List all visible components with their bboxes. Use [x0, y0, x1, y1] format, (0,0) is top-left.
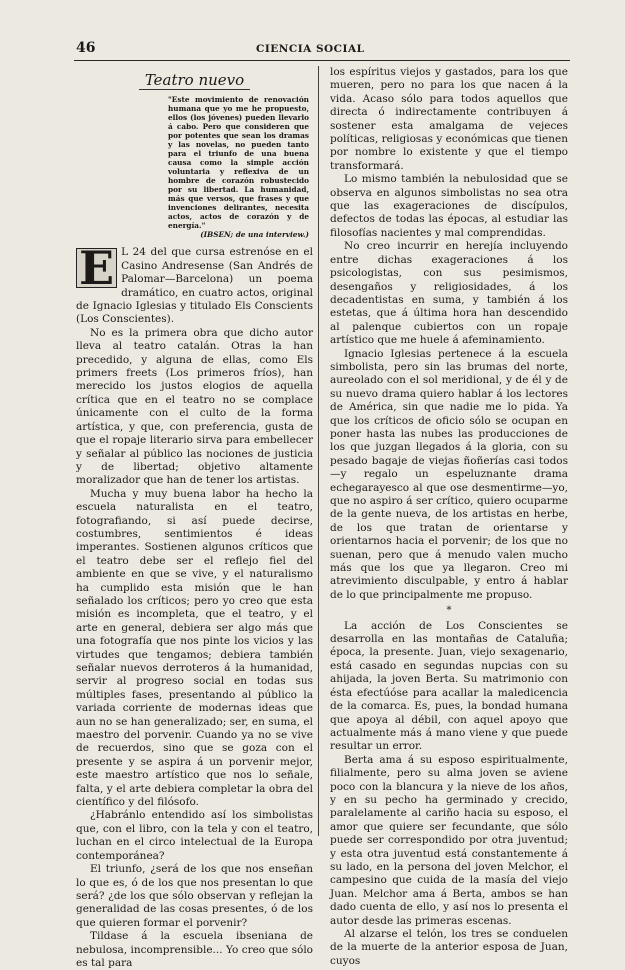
paragraph: Al alzarse el telón, los tres se conduelen de la muerte de la anterior esposa de Juan, cuyos	[330, 928, 568, 967]
paragraph: Berta ama á su esposo espiritualmente, filialmente, pero su alma joven se aviene poco con la blancura y la nieve de los años, y en su pecho ha germinado y crecido, paralelamente al cariño hacia su esposo, el amor que quiere ser fecundante, que sólo puede ser correspondido por otra juventud; y esta otra juventud está constantemente á su lado, en la persona del joven Melchor, el campesino que cuida de la masía del viejo Juan. Melchor ama á Berta, ambos se han dado cuenta de ello, y así nos lo presenta el autor desde las primeras escenas.	[330, 753, 568, 927]
paragraph: Ignacio Iglesias pertenece á la escuela simbolista, pero sin las brumas del norte, aureolado con el sol meridional, y de él y de su nuevo drama quiero hablar á los lectores de América, sin que nadie me lo pida. Ya que los críticos de oficio sólo se ocupan en poner hasta las nubes las producciones de los que juzgan llegados á la gloria, con su pesado bagaje de viejas ñoñerías casi todos—y regalo un espeluznante drama echegarayesco al que ose desmentirme—yo, que no aspiro á ser crítico, quiero ocuparme de la gente nueva, de los artistas en herbe, de los que tratan de orientarse y orientarnos hacia el porvenir; de los que no suenan, pero que á menudo valen mucho más que los que ya llegaron. Creo mi atrevimiento disculpable, y entro á hablar de lo que principalmente me propuso.	[330, 347, 568, 601]
paragraph: ¿Habránlo entendido así los simbolistas que, con el libro, con la tela y con el teatro, luchan en el circo intelectual de la Europa contemporánea?	[76, 809, 313, 862]
page-number: 46	[76, 40, 96, 56]
section-title: Teatro nuevo	[76, 74, 313, 87]
paragraph: Mucha y muy buena labor ha hecho la escuela naturalista en el teatro, fotografiando, si así puede decirse, costumbres, sentimientos é ideas imperantes. Sostienen algunos críticos que el teatro debe ser el reflejo fiel del ambiente en que se vive, y el naturalismo ha cumplido esta misión que le han señalado los críticos; pero yo creo que esta misión es incompleta, que el teatro, y el arte en general, debiera ser algo más que una fotografía que nos pinte los vicios y las virtudes que tengamos; debiera también señalar nuevos derroteros á la humanidad, servir al progreso social en todas sus múltiples fases, presentando al público la variada corriente de modernas ideas que aun no se han generalizado; ser, en suma, el maestro del porvenir. Cuando ya no se vive de recuerdos, sino que se goza con el presente y se aspira á un porvenir mejor, este maestro artístico que nos lo señale, falta, y el arte debiera completar la obra del científico y del filósofo.	[76, 487, 313, 809]
paragraph: La acción de Los Conscientes se desarrolla en las montañas de Cataluña; época, la presente. Juan, viejo sexagenario, está casado en segundas nupcias con su ahijada, la joven Berta. Su matrimonio con ésta efectúóse para acallar la maledicencia de la comarca. Es, pues, la bondad humana que apoya al débil, con aquel apoyo que actualmente más á mano viene y que puede resultar un error.	[330, 619, 568, 753]
paragraph: El triunfo, ¿será de los que nos enseñan lo que es, ó de los que nos presentan lo que será? ¿de los que sólo observan y reflejan la generalidad de las cosas presentes, ó de los que quieren formar el porvenir?	[76, 863, 313, 929]
column-divider	[318, 66, 319, 836]
paragraph: Tildase á la escuela ibseniana de nebulosa, incomprensible... Yo creo que sólo es tal para	[76, 930, 313, 969]
epigraph	[168, 95, 309, 239]
paragraph: No creo incurrir en herejía incluyendo entre dichas exageraciones á los psicologistas, con sus pesimismos, desengaños y religiosidades, á los decadentistas en suma, y también á los estetas, que á última hora han descendido al palenque cubiertos con un ropaje artístico que me huele á afeminamiento.	[330, 240, 568, 347]
running-title: CIENCIA SOCIAL	[256, 43, 365, 55]
right-column	[330, 66, 568, 968]
paragraph: No es la primera obra que dicho autor lleva al teatro catalán. Otras la han precedido, y alguna de ellas, como Els primers freets (Los primeros fríos), han merecido los justos elogios de aquella crítica que en el teatro no se complace únicamente con el culto de la forma artística, y que, con preferencia, gusta de que el ropaje literario sirva para embellecer y señalar al público las nociones de justicia y de libertad; objetivo altamente moralizador que han de tener los artistas.	[76, 326, 313, 487]
section-separator: *	[446, 605, 452, 617]
paragraph: Lo mismo también la nebulosidad que se observa en algunos simbolistas no sea otra que las exageraciones de discípulos, defectos de todas las épocas, al estudiar las filosofías nacientes y mal comprendidas.	[330, 173, 568, 239]
paragraph: los espíritus viejos y gastados, para los que mueren, pero no para los que nacen á la vida. Acaso sólo para todos aquellos que directa ó indirectamente contribuyen á sostener esta amalgama de vejeces políticas, religiosas y económicas que tienen por nombre lo existente y que el tiempo transformará.	[330, 66, 568, 172]
header-rule	[74, 60, 570, 61]
epigraph-source: (IBSEN; de una interview.)	[200, 230, 309, 240]
paragraph: E L 24 del que cursa estrenóse en el Casino Andresense (San Andrés de Palomar—Barcelona) un poema dramático, en cuatro actos, original de Ignacio Iglesias y titulado Els Conscients (Los Conscientes).	[76, 241, 313, 326]
page-header	[70, 40, 570, 60]
left-column	[76, 66, 313, 970]
drop-cap: E	[76, 248, 117, 288]
epigraph-text: "Este movimiento de renovación humana que yo me he propuesto, ellos (los jóvenes) pueden llevarlo á cabo. Pero que consideren que por potentes que sean los dramas y las novelas, no pueden tanto para el triunfo de una buena causa como la simple acción voluntaria y reflexiva de un hombre de corazón robustecido por su libertad. La humanidad, más que versos, que frases y que invenciones delirantes, necesita actos, actos de corazón y de energía."	[168, 95, 309, 231]
